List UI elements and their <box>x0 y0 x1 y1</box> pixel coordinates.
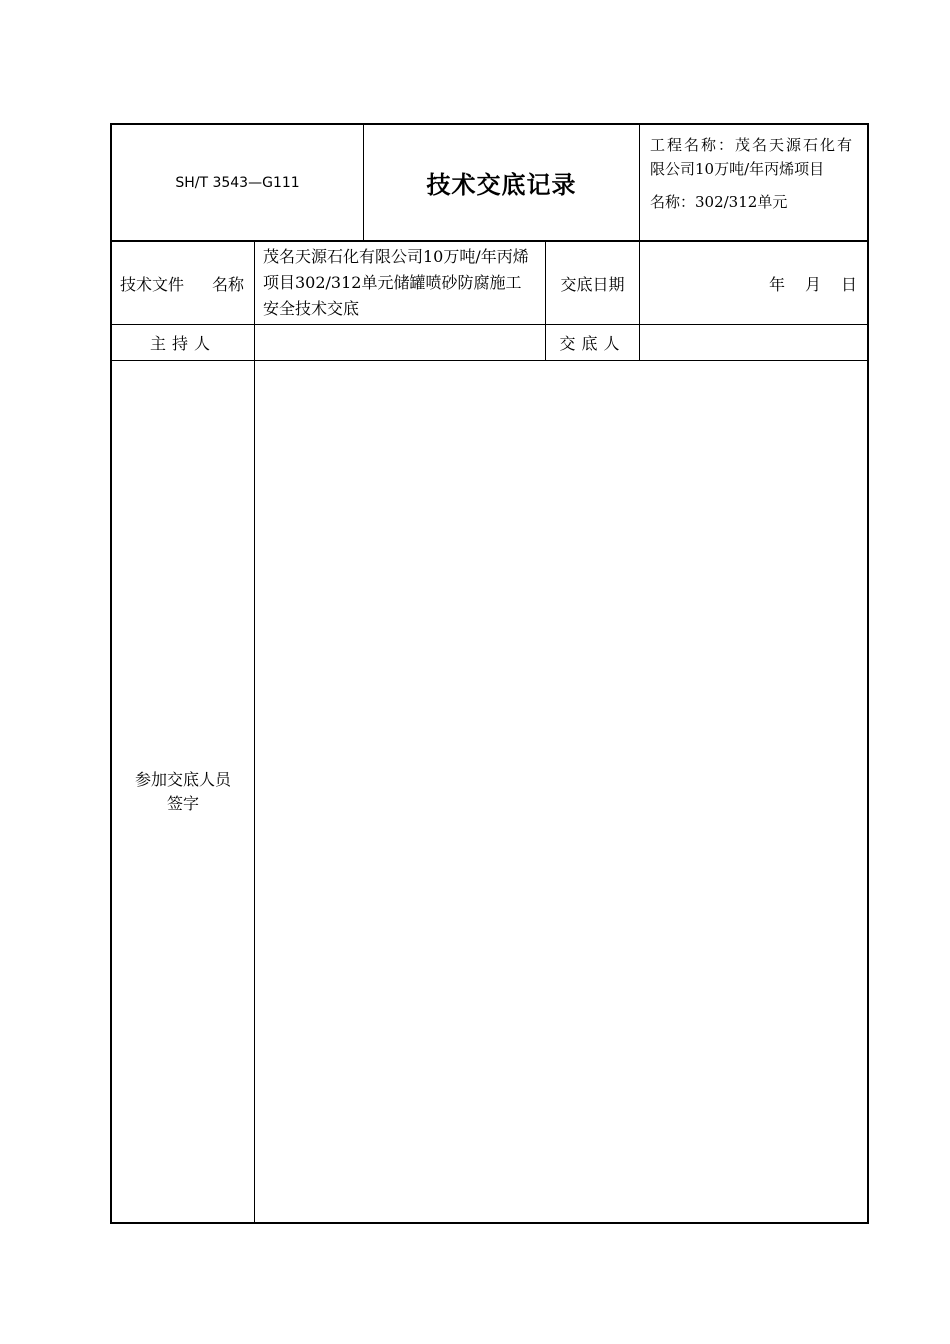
participants-signature-area[interactable] <box>255 361 867 1222</box>
doc-label-right: 名称 <box>211 274 244 294</box>
project-info <box>640 125 867 240</box>
host-label <box>112 325 254 360</box>
project-name-line1: 工程名称：茂名天源石化有 <box>650 136 855 154</box>
host-label-text: 主持人 <box>149 334 216 353</box>
standard-code <box>112 125 363 240</box>
project-name-line2: 限公司10万吨/年丙烯项目 <box>650 160 825 178</box>
date-month: 月 <box>804 274 821 294</box>
participants-label-line1: 参加交底人员 <box>134 769 231 789</box>
doc-name-label <box>112 242 254 324</box>
presenter-label-text: 交底人 <box>559 334 626 353</box>
technical-briefing-form <box>110 123 869 1224</box>
date-label <box>546 242 639 324</box>
form-title-text: 技术交底记录 <box>426 171 577 199</box>
date-value[interactable] <box>640 242 867 324</box>
participants-label-line2: 签字 <box>166 793 199 813</box>
presenter-value[interactable] <box>640 325 867 360</box>
unit-name: 名称：302/312单元 <box>650 193 788 211</box>
doc-name-value <box>255 242 545 324</box>
presenter-label <box>546 325 639 360</box>
date-day: 日 <box>840 274 857 294</box>
standard-code-text: SH/T 3543—G111 <box>175 174 300 191</box>
doc-label-left: 技术文件 <box>120 274 185 294</box>
date-label-text: 交底日期 <box>560 274 625 294</box>
date-year: 年 <box>768 274 785 294</box>
host-value[interactable] <box>255 325 545 360</box>
form-title <box>364 125 639 240</box>
doc-name-text: 茂名天源石化有限公司10万吨/年丙烯项目302/312单元储罐喷砂防腐施工安全技术交底 <box>263 247 529 318</box>
participants-label <box>112 361 254 1222</box>
